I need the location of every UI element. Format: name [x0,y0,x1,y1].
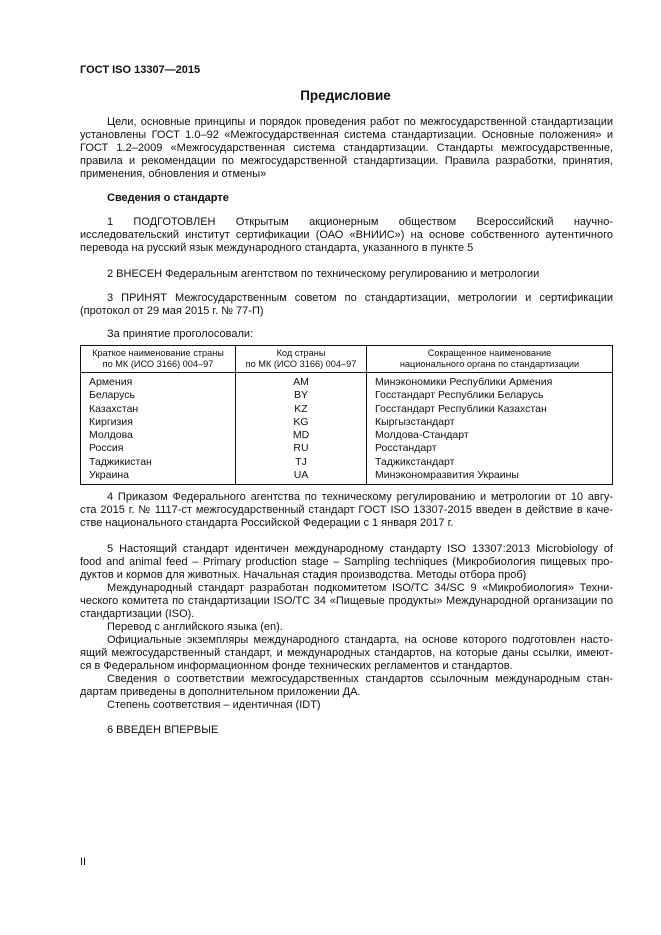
text-line: Международный стандарт разработан подкомитетом ISO/TC 34/SC 9 «Микробиология» Техни- [107,582,613,594]
text-line: дуктов и кормов для животных. Начальная стадия производства. Методы отбора проб) [80,569,527,581]
voting-countries-table [80,345,613,485]
text-line: правила и рекомендации по межгосударственной стандартизации. Правила разработки, принятия, [80,155,613,167]
cell-country-name: Казахстан [81,403,236,416]
cell-country-code: KZ [236,403,367,416]
cell-country-code: MD [236,429,367,442]
section-subtitle: Сведения о стандарте [107,192,229,204]
text-line: 5 Настоящий стандарт идентичен международному стандарту ISO 13307:2013 Microbiology of [107,543,613,555]
cell-country-code: AM [236,373,367,390]
cell-country-name: Таджикистан [81,456,236,469]
text-line: Степень соответствия – идентичная (IDT) [107,699,321,711]
cell-standards-body: Молдова-Стандарт [367,429,613,442]
table-row [81,389,613,402]
text-line: Сведения о соответствии межгосударственных стандартов ссылочным международным стан- [107,673,613,685]
cell-country-name: Армения [81,373,236,390]
text-line: ческого комитета по стандартизации ISO/TC 34 «Пищевые продукты» Международной организации по [80,595,613,607]
text-line: ГОСТ 1.2–2009 «Межгосударственная система стандартизации. Стандарты межгосударственные, [80,142,613,154]
cell-country-code: KG [236,416,367,429]
text-line: Цели, основные принципы и порядок проведения работ по межгосударственной стандартизации [107,116,613,128]
text-line: дартам приведены в дополнительном приложении ДА. [80,686,361,698]
text-line: Официальные экземпляры международного стандарта, на основе которого подготовлен насто- [107,634,613,646]
page-number: II [80,856,87,868]
table-row [81,429,613,442]
text-line: исследовательский институт сертификации (ОАО «ВНИИС») на основе собственного аутентичного [80,229,613,241]
text-line: 1 ПОДГОТОВЛЕН Открытым акционерным обществом Всероссийский научно- [107,216,613,228]
table-row [81,456,613,469]
item-4-order [80,491,613,530]
item-2-introduced [80,268,613,281]
cell-standards-body: Таджикстандарт [367,456,613,469]
item-6-first-introduced [80,724,613,737]
cell-country-code: RU [236,442,367,455]
header-country-code: Код страны по МК (ИСО 3166) 004–97 [236,346,367,373]
text-line: 4 Приказом Федерального агентства по техническому регулированию и метрологии от 10 авгу- [107,491,613,503]
cell-country-name: Киргизия [81,416,236,429]
cell-standards-body: Кыргызстандарт [367,416,613,429]
cell-country-code: TJ [236,456,367,469]
page-title: Предисловие [300,88,391,103]
table-row [81,403,613,416]
document-code-header: ГОСТ ISO 13307—2015 [80,64,201,76]
text-line: 3 ПРИНЯТ Межгосударственным советом по стандартизации, метрологии и сертификации [107,292,613,304]
text-line: 6 ВВЕДЕН ВПЕРВЫЕ [107,724,219,736]
cell-country-code: UA [236,469,367,485]
item-5-identity [80,543,613,712]
table-header-row [81,346,613,373]
table-row [81,416,613,429]
table-row [81,469,613,485]
item-1-prepared [80,216,613,255]
cell-country-name: Молдова [81,429,236,442]
text-line: (протокол от 29 мая 2015 г. № 77-П) [80,305,264,317]
cell-country-code: BY [236,389,367,402]
item-3-adopted [80,292,613,318]
text-line: ся в Федеральном информационном фонде технических регламентов и стандартов. [80,660,513,672]
text-line: 2 ВНЕСЕН Федеральным агентством по техническому регулированию и метрологии [107,268,540,280]
text-line: ящий межгосударственный стандарт, и международных стандартов, на которые даны ссылки, имеют- [80,647,613,659]
cell-standards-body: Госстандарт Республики Казахстан [367,403,613,416]
vote-label: За принятие проголосовали: [107,328,254,340]
text-line: food and animal feed – Primary production stage – Sampling techniques (Микробиология пищевых про- [80,556,613,568]
text-line: применения, обновления и отмены» [80,168,267,180]
cell-standards-body: Госстандарт Республики Беларусь [367,389,613,402]
header-standards-body: Сокращенное наименование национального органа по стандартизации [367,346,613,373]
cell-standards-body: Минэкономики Республики Армения [367,373,613,390]
cell-standards-body: Минэкономразвития Украины [367,469,613,485]
text-line: установлены ГОСТ 1.0–92 «Межгосударственная система стандартизации. Основные положения» и [80,129,613,141]
text-line: стве национального стандарта Российской Федерации с 1 января 2017 г. [80,517,454,529]
intro-paragraph [80,116,613,181]
text-line: перевода на русский язык международного стандарта, указанного в пункте 5 [80,242,474,254]
cell-country-name: Украина [81,469,236,485]
header-country-name: Краткое наименование страны по МК (ИСО 3166) 004–97 [81,346,236,373]
text-line: стандартизации (ISO). [80,608,195,620]
text-line: ста 2015 г. № 1117-ст межгосударственный стандарт ГОСТ ISO 13307-2015 введен в действие в каче- [80,504,613,516]
text-line: Перевод с английского языка (en). [107,621,283,633]
cell-country-name: Россия [81,442,236,455]
cell-standards-body: Росстандарт [367,442,613,455]
table-row [81,373,613,390]
table-row [81,442,613,455]
cell-country-name: Беларусь [81,389,236,402]
